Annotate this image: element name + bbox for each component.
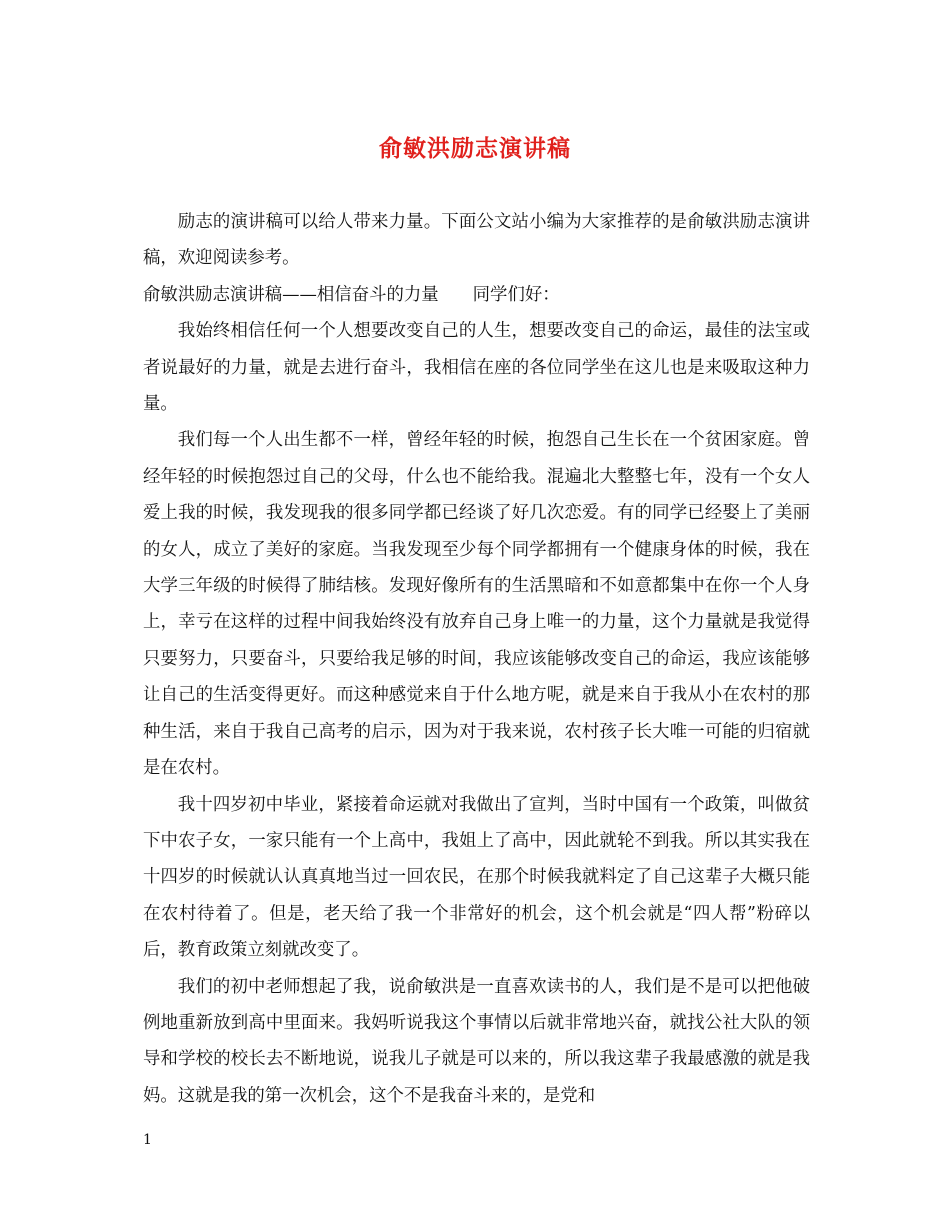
subheading-line xyxy=(143,277,810,313)
speech-greeting: 同学们好： xyxy=(472,284,560,305)
document-title: 俞敏洪励志演讲稿 xyxy=(379,135,571,162)
speech-subheading: 俞敏洪励志演讲稿——相信奋斗的力量 xyxy=(143,284,439,305)
document-body xyxy=(143,204,810,1114)
intro-paragraph: 励志的演讲稿可以给人带来力量。下面公文站小编为大家推荐的是俞敏洪励志演讲稿，欢迎阅读参考。 xyxy=(143,212,810,269)
body-paragraph-2: 我们每一个人出生都不一样，曾经年轻的时候，抱怨自己生长在一个贫困家庭。曾经年轻的时候抱怨过自己的父母，什么也不能给我。混遍北大整整七年，没有一个女人爱上我的时候，我发现我的很多同学都已经谈了好几次恋爱。有的同学已经娶上了美丽的女人，成立了美好的家庭。当我发现至少每个同学都拥有一个健康身体的时候，我在大学三年级的时候得了肺结核。发现好像所有的生活黑暗和不如意都集中在你一个人身上，幸亏在这样的过程中间我始终没有放弃自己身上唯一的力量，这个力量就是我觉得只要努力，只要奋斗，只要给我足够的时间，我应该能够改变自己的命运，我应该能够让自己的生活变得更好。而这种感觉来自于什么地方呢，就是来自于我从小在农村的那种生活，来自于我自己高考的启示，因为对于我来说，农村孩子长大唯一可能的归宿就是在农村。 xyxy=(143,430,810,779)
body-paragraph-1: 我始终相信任何一个人想要改变自己的人生，想要改变自己的命运，最佳的法宝或者说最好的力量，就是去进行奋斗，我相信在座的各位同学坐在这儿也是来吸取这种力量。 xyxy=(143,321,810,415)
body-paragraph-4: 我们的初中老师想起了我，说俞敏洪是一直喜欢读书的人，我们是不是可以把他破例地重新放到高中里面来。我妈听说我这个事情以后就非常地兴奋，就找公社大队的领导和学校的校长去不断地说，说我儿子就是可以来的，所以我这辈子我最感激的就是我妈。这就是我的第一次机会，这个不是我奋斗来的，是党和 xyxy=(143,976,810,1106)
page-number: 1 xyxy=(143,1132,152,1148)
body-paragraph-3: 我十四岁初中毕业，紧接着命运就对我做出了宣判，当时中国有一个政策，叫做贫下中农子女，一家只能有一个上高中，我姐上了高中，因此就轮不到我。所以其实我在十四岁的时候就认认真真地当过一回农民，在那个时候我就料定了自己这辈子大概只能在农村待着了。但是，老天给了我一个非常好的机会，这个机会就是“四人帮”粉碎以后，教育政策立刻就改变了。 xyxy=(143,794,810,961)
